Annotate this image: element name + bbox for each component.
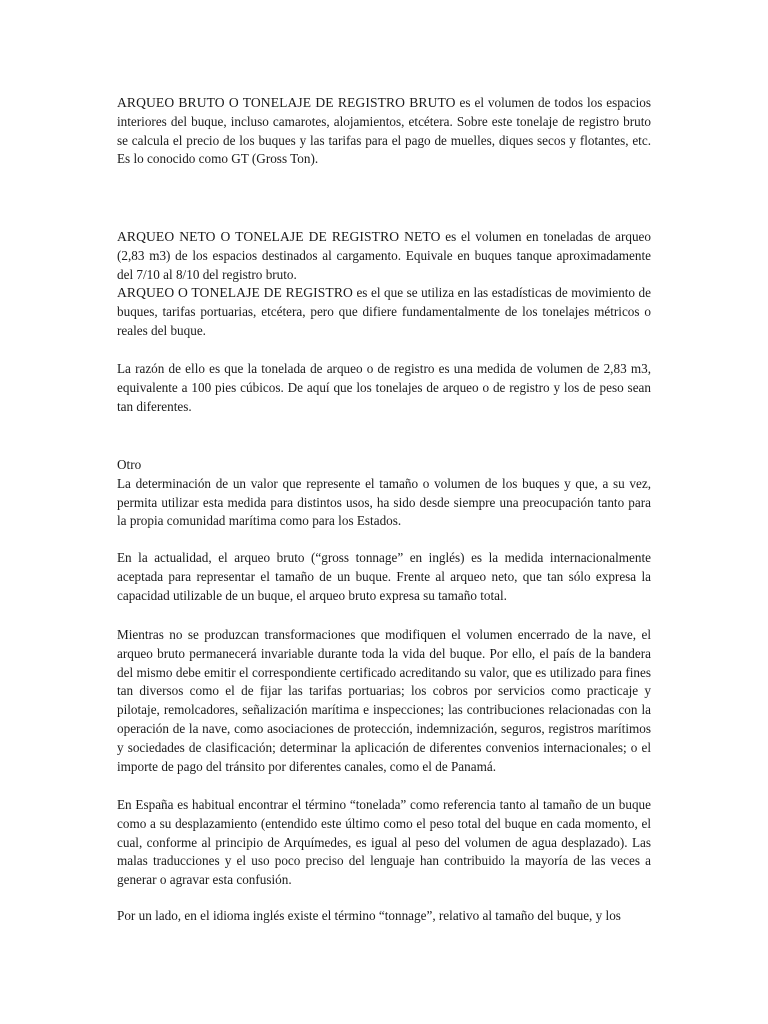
paragraph-arqueo-bruto (117, 94, 651, 169)
paragraph-text (117, 94, 651, 169)
term-definition: es el volumen de todos los espacios interiores del buque, incluso camarotes, alojamientos, etcétera. Sobre este tonelaje de registro bruto se calcula el precio de los buques y las tarifas para el pago de muelles, diques secos y flotantes, etc. Es lo conocido como GT (Gross Ton). (117, 95, 651, 167)
term-heading: ARQUEO BRUTO O TONELAJE DE REGISTRO BRUTO (117, 95, 456, 110)
paragraph-text: Por un lado, en el idioma inglés existe el término “tonnage”, relativo al tamaño del buque, y los (117, 908, 621, 923)
paragraph-text: Mientras no se produzcan transformaciones que modifiquen el volumen encerrado de la nave, el arqueo bruto permanecerá invariable durante toda la vida del buque. Por ello, el país de la bandera del mismo debe emitir el correspondiente certificado acreditando su valor, que es utilizado para fines tan diversos como el de fijar las tarifas portuarias; los cobros por servicios como practicaje y pilotaje, remolcadores, señalización marítima e inspecciones; las contribuciones relacionadas con la operación de la nave, como asociaciones de protección, indemnización, seguros, registros marítimos y sociedades de clasificación; determinar la aplicación de diferentes convenios internacionales; o el importe de pago del tránsito por diferentes canales, como el de Panamá. (117, 627, 651, 774)
term-heading: ARQUEO O TONELAJE DE REGISTRO (117, 285, 353, 301)
term-definition: es el volumen en toneladas de arqueo (2,83 m3) de los espacios destinados al cargamento. Equivale en buques tanque aproximadamente del 7/10 al 8/10 del registro bruto. (117, 229, 651, 282)
section-label: Otro (117, 457, 142, 472)
section-otro (117, 456, 651, 531)
paragraph-text: En España es habitual encontrar el término “tonelada” como referencia tanto al tamaño de un buque como a su desplazamiento (entendido este último como el peso total del buque en cada momento, el cual, conforme al principio de Arquímedes, es igual al peso del volumen de agua desplazado). Las malas traducciones y el uso poco preciso del lenguaje han contribuido la mayoría de las veces a generar o agravar esta confusión. (117, 797, 651, 888)
paragraph-mientras (117, 626, 651, 776)
term-heading: ARQUEO NETO O TONELAJE DE REGISTRO NETO (117, 229, 441, 244)
paragraph-text: En la actualidad, el arqueo bruto (“gross tonnage” en inglés) es la medida internacionalmente aceptada para representar el tamaño de un buque. Frente al arqueo neto, que tan sólo expresa la capacidad utilizable de un buque, el arqueo bruto expresa su tamaño total. (117, 550, 651, 603)
term-definition: es el que se utiliza en las estadísticas de movimiento de buques, tarifas portuarias, etcétera, pero que difiere fundamentalmente de los tonelajes métricos o reales del buque. (117, 285, 651, 338)
paragraph-arqueo-neto-group (117, 228, 651, 341)
paragraph-text: La determinación de un valor que represente el tamaño o volumen de los buques y que, a su vez, permita utilizar esta medida para distintos usos, ha sido desde siempre una preocupación tanto para la propia comunidad marítima como para los Estados. (117, 475, 651, 529)
paragraph-por-un-lado (117, 907, 651, 926)
paragraph-text (117, 284, 651, 340)
paragraph-espana (117, 796, 651, 890)
paragraph-text (117, 228, 651, 284)
paragraph-text: La razón de ello es que la tonelada de arqueo o de registro es una medida de volumen de 2,83 m3, equivalente a 100 pies cúbicos. De aquí que los tonelajes de arqueo o de registro y los de peso sean tan diferentes. (117, 361, 651, 414)
paragraph-actualidad (117, 549, 651, 605)
paragraph-razon (117, 360, 651, 416)
